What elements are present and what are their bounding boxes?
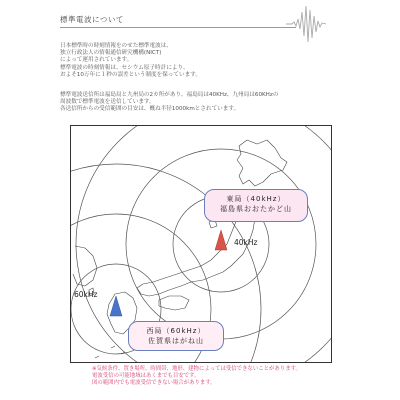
section-header	[60, 14, 296, 27]
reception-notes	[92, 366, 301, 386]
east-station-name: 東局（40kHz）	[226, 195, 286, 203]
west-station-label	[128, 321, 224, 351]
station-paragraph	[60, 92, 360, 114]
korea-outline	[73, 246, 97, 286]
shikoku-outline	[159, 296, 189, 310]
station-line: 各送信所からの受信範囲の目安は、概ね半径1000kmとされています。	[60, 106, 240, 113]
note-line: ※気候条件、置き場所、時間帯、地形、建物によっては受信できないことがあります。	[92, 366, 301, 372]
hokkaido-outline	[237, 140, 287, 186]
west-station-location: 佐賀県はがね山	[148, 337, 204, 345]
west-station-name: 西局（60kHz）	[146, 327, 206, 335]
west-frequency-label: 60kHz	[74, 290, 98, 299]
intro-line: 標準電波の時刻情報は、セシウム原子時計により、	[60, 64, 189, 71]
east-frequency-label: 40kHz	[234, 238, 258, 247]
intro-line: およそ10万年に１秒の誤差という制度を保っています。	[60, 71, 201, 78]
station-line: 周波数で標準電波を送信しています。	[60, 99, 155, 106]
intro-line: 独立行政法人の情報通信研究機構(NICT)	[60, 50, 162, 57]
east-station-label	[204, 189, 308, 222]
page-title: 標準電波について	[60, 15, 124, 24]
intro-line: によって運用されています。	[60, 57, 133, 64]
east-station-marker	[215, 230, 227, 250]
east-station-location: 福島県おおたかど山	[220, 205, 292, 213]
station-line: 標準電波送信所は福島局と九州局の2カ所があり、福島局は40KHz、九州局は60KHzの	[60, 92, 279, 98]
title-divider	[60, 27, 296, 28]
southern-islands	[95, 346, 125, 358]
intro-line: 日本標準時の時刻情報をのせた標準電波は、	[60, 43, 172, 49]
intro-paragraph	[60, 43, 360, 79]
radio-wave-icon	[286, 2, 326, 46]
note-line: 図の範囲内でも電波受信できない場合があります。	[92, 379, 216, 386]
note-line: 電波受信の可能地域はあくまでも目安です。	[92, 372, 200, 379]
